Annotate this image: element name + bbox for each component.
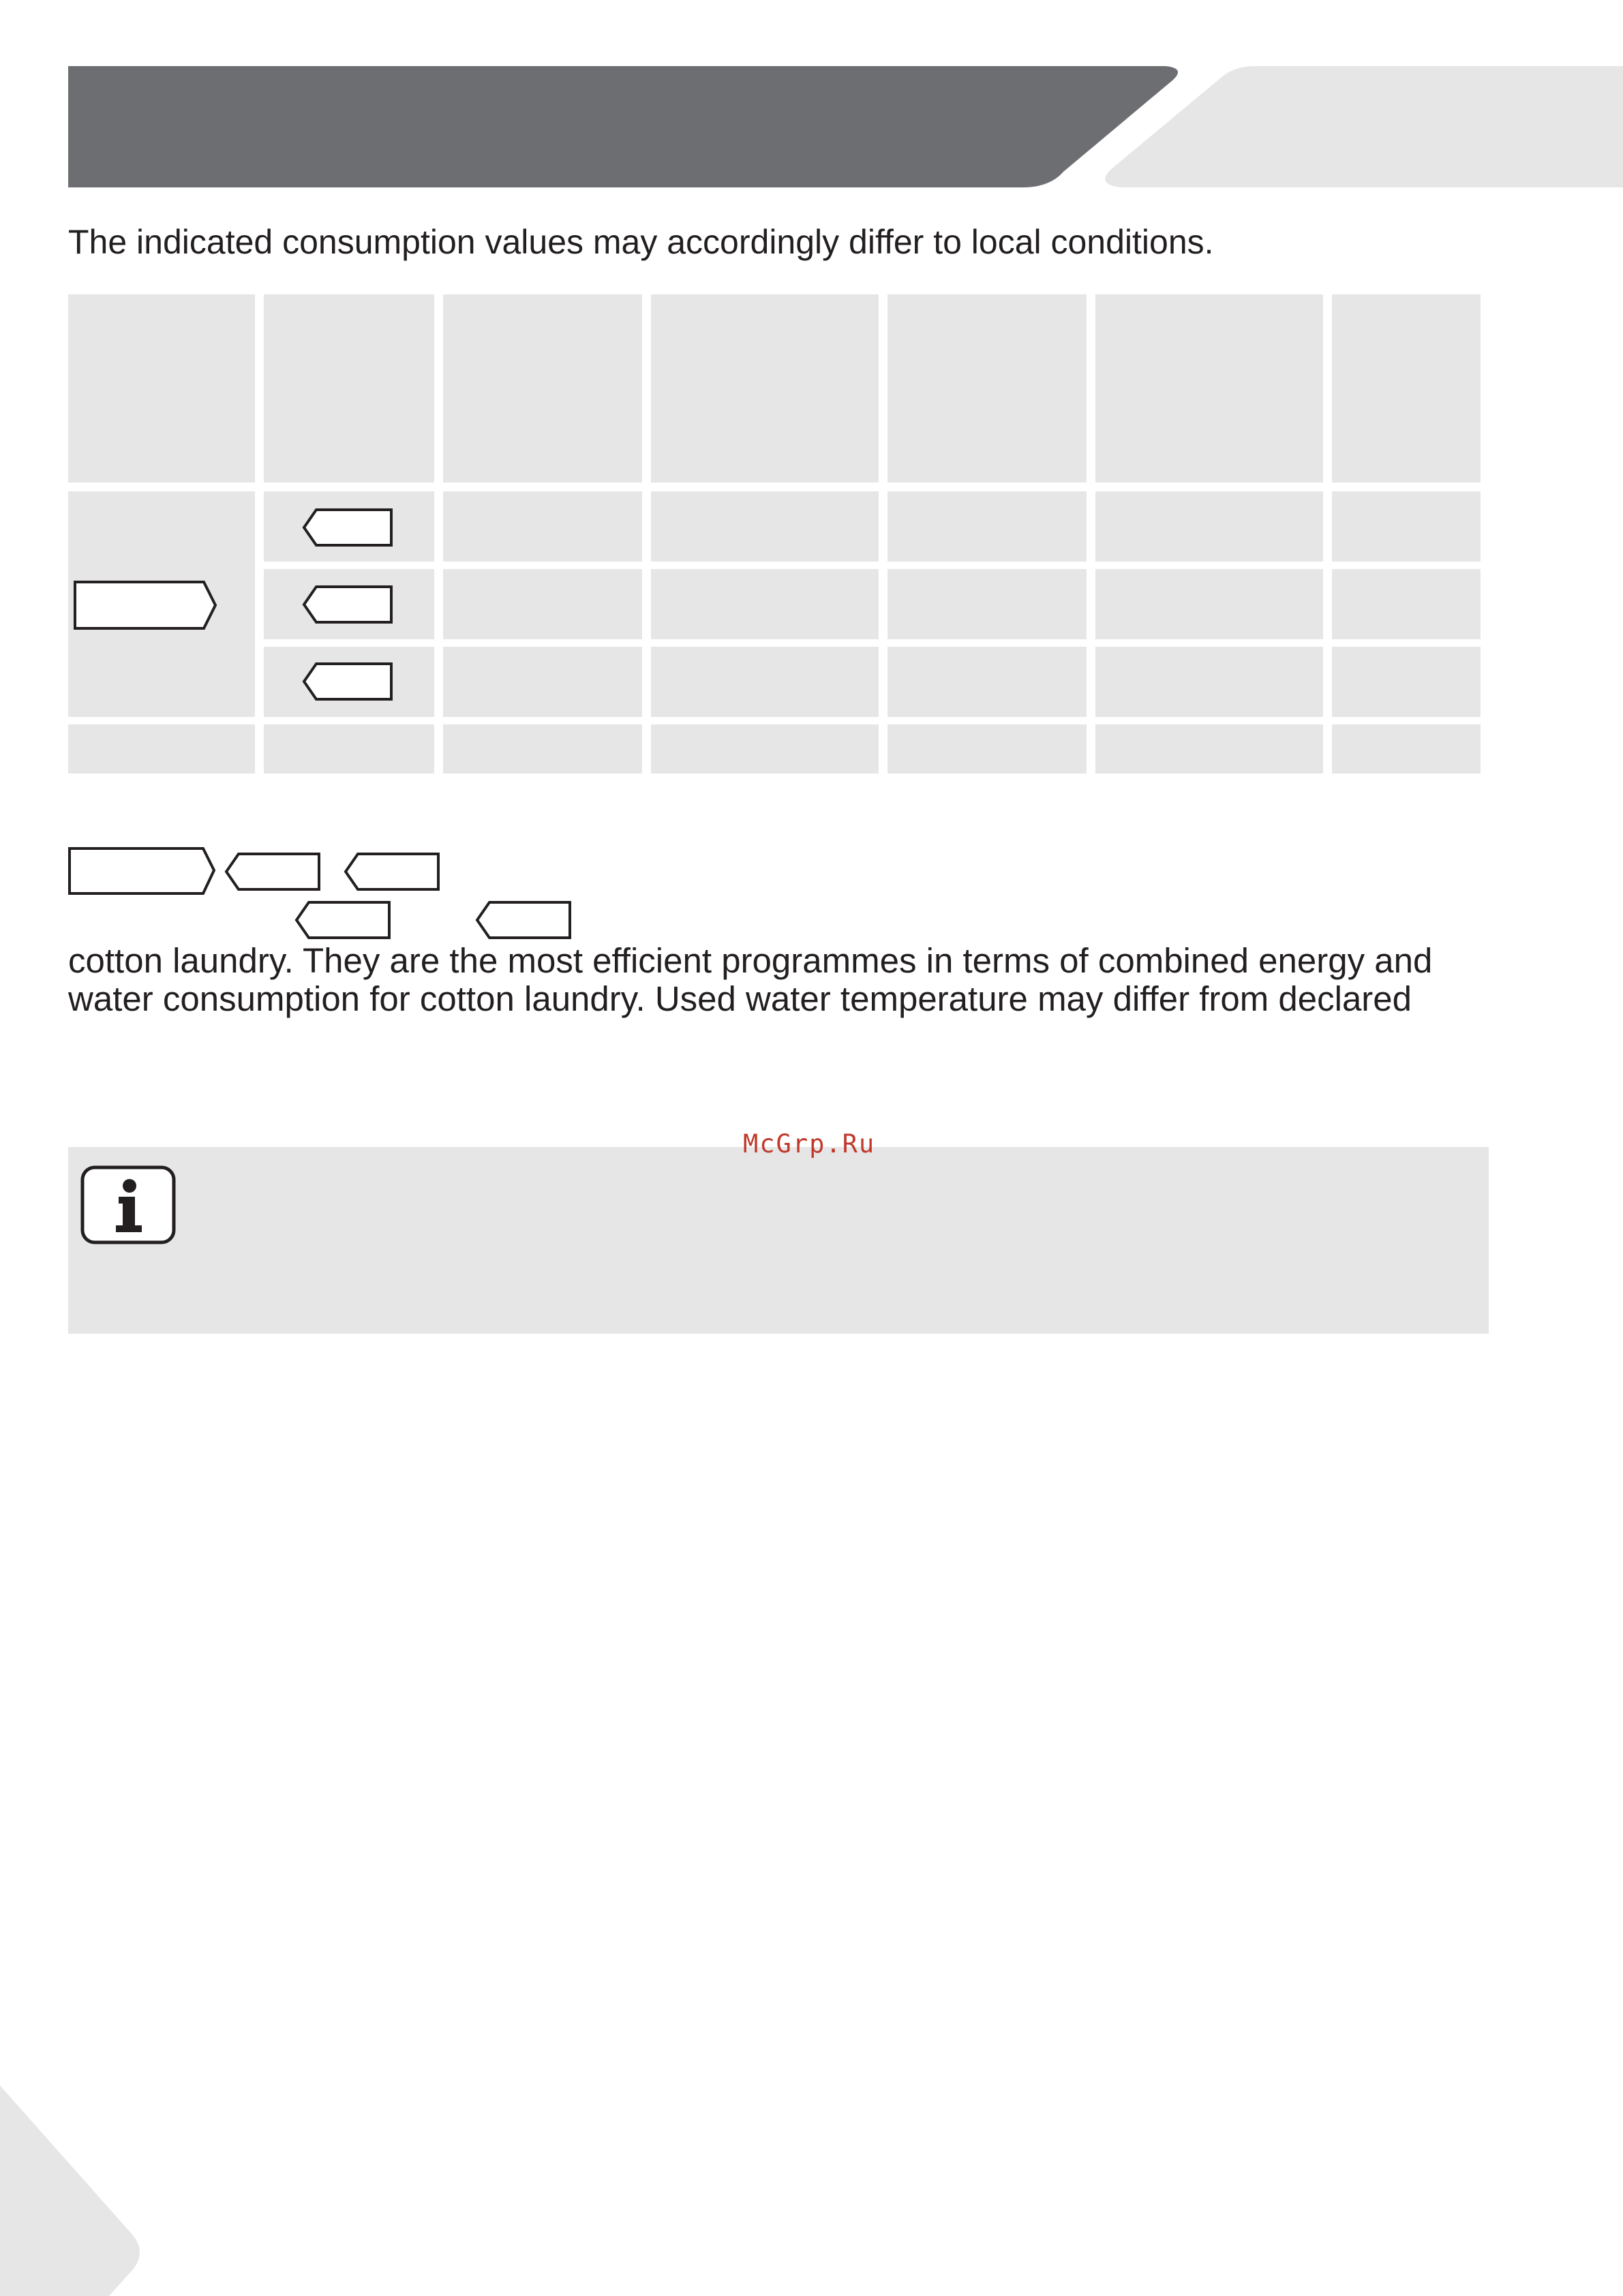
intro-text: The indicated consumption values may accordingly differ to local conditions.: [68, 223, 1214, 261]
table-cell: [1095, 491, 1323, 562]
temperature-tag: [343, 851, 441, 892]
table-cell: [1332, 491, 1481, 562]
table-cell: [68, 724, 255, 774]
table-cell: [443, 724, 642, 774]
table-cell: [651, 569, 879, 639]
header-banner: [0, 0, 1623, 204]
table-cell: [264, 724, 434, 774]
table-cell: [651, 724, 879, 774]
temperature-tag: [301, 661, 394, 702]
program-tag: [72, 579, 219, 631]
table-cell: [1332, 569, 1481, 639]
table-cell: [888, 569, 1087, 639]
table-header-cell: [651, 294, 879, 483]
table-cell: [1332, 647, 1481, 717]
table-header-cell: [1332, 294, 1481, 483]
table-cell: [1095, 724, 1323, 774]
paragraph-line: water consumption for cotton laundry. Used water temperature may differ from declared: [68, 979, 1412, 1018]
table-cell: [443, 647, 642, 717]
table-cell: [1332, 724, 1481, 774]
table-header-cell: [264, 294, 434, 483]
temperature-tag: [301, 507, 394, 548]
temperature-tag: [294, 900, 392, 940]
info-panel: [68, 1147, 1489, 1334]
table-cell: [443, 569, 642, 639]
table-cell: [443, 491, 642, 562]
table-header-cell: [68, 294, 255, 483]
watermark: McGrp.Ru: [743, 1129, 876, 1159]
corner-decoration: [0, 2085, 177, 2296]
table-cell: [888, 647, 1087, 717]
info-icon: [80, 1165, 176, 1244]
table-cell: [888, 491, 1087, 562]
table-cell: [888, 724, 1087, 774]
temperature-tag: [301, 584, 394, 625]
temperature-tag: [474, 900, 573, 940]
table-header-cell: [888, 294, 1087, 483]
table-header-cell: [443, 294, 642, 483]
table-cell: [651, 491, 879, 562]
paragraph-line: cotton laundry. They are the most efficient programmes in terms of combined energy and: [68, 941, 1433, 980]
temperature-tag: [224, 851, 322, 892]
program-tag: [67, 846, 218, 896]
table-header-cell: [1095, 294, 1323, 483]
table-cell: [651, 647, 879, 717]
table-cell: [1095, 647, 1323, 717]
table-cell: [1095, 569, 1323, 639]
